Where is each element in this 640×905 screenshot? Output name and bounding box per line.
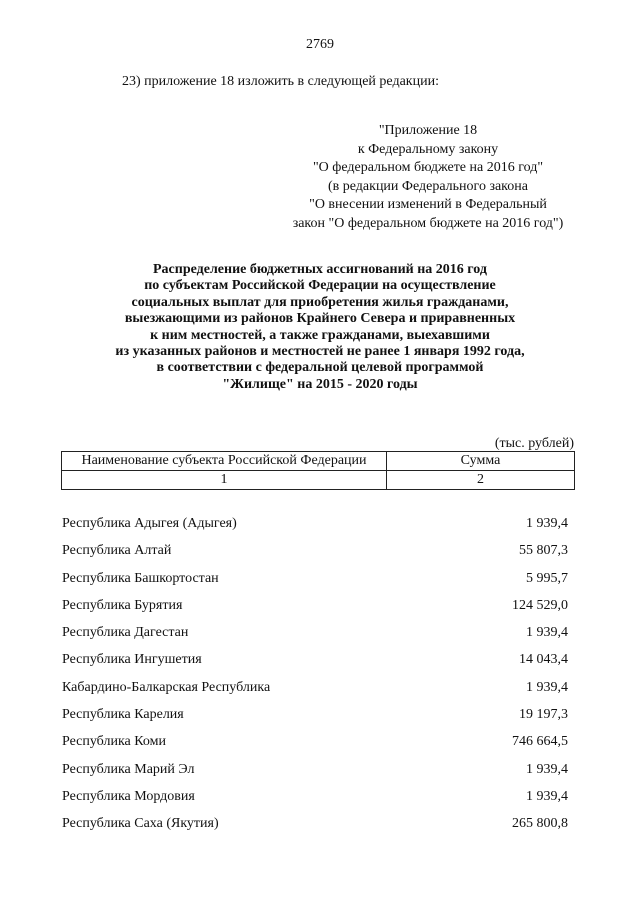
region-name: Республика Саха (Якутия): [62, 816, 219, 832]
table-row: [62, 648, 568, 675]
region-name: Республика Башкортостан: [62, 570, 219, 586]
table-row: [62, 567, 568, 594]
appendix-header-line: "О внесении изменений в Федеральный: [309, 197, 547, 212]
region-name: Республика Карелия: [62, 707, 184, 723]
region-amount: 1 939,4: [526, 679, 568, 695]
region-name: Республика Марий Эл: [62, 761, 195, 777]
region-amount: 265 800,8: [512, 816, 568, 832]
table-row: [62, 703, 568, 730]
title-line: по субъектам Российской Федерации на осуществление: [144, 278, 496, 294]
title-line: в соответствии с федеральной целевой программой: [156, 360, 484, 376]
table-row: [62, 594, 568, 621]
page-number: 2769: [306, 37, 334, 52]
table-row: [62, 758, 568, 785]
region-name: Республика Алтай: [62, 543, 172, 559]
region-name: Республика Ингушетия: [62, 652, 202, 668]
appendix-header-line: к Федеральному закону: [357, 141, 499, 157]
title-line: Распределение бюджетных ассигнований на 2016 год: [153, 262, 487, 277]
table-row: [62, 812, 568, 839]
region-amount: 55 807,3: [519, 543, 568, 559]
table-header: [61, 451, 575, 490]
region-name: Республика Адыгея (Адыгея): [62, 516, 237, 531]
region-name: Республика Мордовия: [62, 788, 195, 804]
region-amount: 746 664,5: [512, 734, 568, 750]
table-row: [62, 785, 568, 812]
column-number-row: [62, 471, 575, 490]
appendix-header-line: "О федеральном бюджете на 2016 год": [312, 160, 544, 175]
column-number-1: 1: [62, 471, 387, 490]
region-name: Республика Бурятия: [62, 597, 183, 613]
title-line: "Жилище" на 2015 - 2020 годы: [222, 376, 418, 392]
table-row: [62, 512, 568, 539]
column-number-2: 2: [387, 471, 575, 490]
appendix-header-line: закон "О федеральном бюджете на 2016 год"): [292, 215, 564, 231]
title-line: из указанных районов и местностей не ранее 1 января 1992 года,: [115, 344, 525, 360]
table-row: [62, 730, 568, 757]
appendix-header-line: "Приложение 18: [378, 123, 478, 138]
header-name-column: Наименование субъекта Российской Федерации: [62, 452, 387, 471]
table-row: [62, 621, 568, 648]
region-amount: 1 939,4: [526, 516, 568, 531]
table-body: [62, 512, 568, 840]
units-label: (тыс. рублей): [494, 436, 574, 451]
document-title: [0, 262, 640, 393]
region-amount: 14 043,4: [519, 652, 568, 668]
title-line: социальных выплат для приобретения жилья гражданами,: [131, 294, 509, 310]
region-amount: 5 995,7: [526, 570, 568, 586]
region-name: Республика Дагестан: [62, 625, 189, 641]
title-line: выезжающими из районов Крайнего Севера и приравненных: [124, 311, 516, 327]
amendment-instruction: 23) приложение 18 изложить в следующей редакции:: [122, 74, 439, 89]
region-amount: 1 939,4: [526, 761, 568, 777]
title-line: к ним местностей, а также гражданами, выехавшими: [150, 327, 490, 343]
region-name: Кабардино-Балкарская Республика: [62, 679, 271, 695]
region-amount: 124 529,0: [512, 597, 568, 613]
region-name: Республика Коми: [62, 734, 166, 750]
region-amount: 1 939,4: [526, 788, 568, 804]
region-amount: 1 939,4: [526, 625, 568, 641]
appendix-header: [250, 122, 606, 233]
region-amount: 19 197,3: [519, 707, 568, 723]
appendix-header-line: (в редакции Федерального закона: [328, 178, 528, 194]
header-row: [62, 452, 575, 471]
table-row: [62, 676, 568, 703]
table-row: [62, 539, 568, 566]
header-amount-column: Сумма: [387, 452, 575, 471]
